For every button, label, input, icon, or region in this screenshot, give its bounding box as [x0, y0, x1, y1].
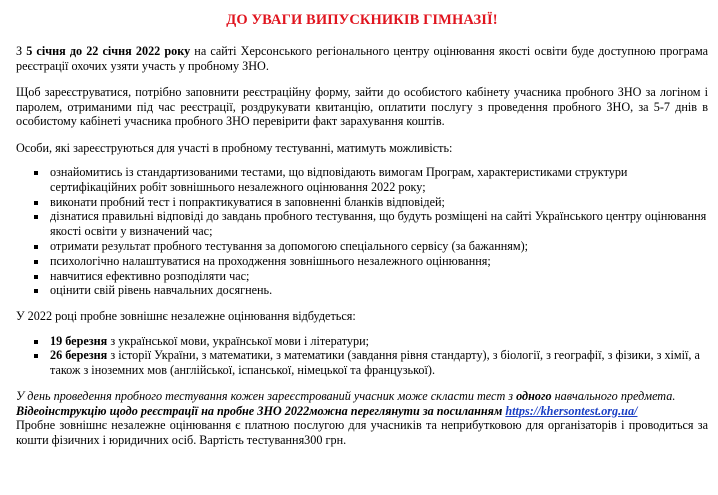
p1-post: на сайті Херсонського регіонального центру оцінювання якості освіти буде доступною програма реєстрації охочих узяти участь у пробному ЗНО. [16, 44, 708, 73]
list-item: навчитися ефективно розподіляти час; [50, 269, 708, 284]
khersontest-link[interactable]: https://khersontest.org.ua/ [505, 403, 638, 418]
paragraph-registration-steps: Щоб зареєструватися, потрібно заповнити реєстраційну форму, зайти до особистого кабінету учасника пробного ЗНО за логіном і паролем, отриманими під час реєстрації, роздрукувати квитанцію, оплатити послугу з проведення пробного ЗНО, за 5-7 днів в особистому кабінеті учасника пробного ЗНО перевірити факт зарахування коштів. [16, 85, 708, 128]
paragraph-registration-dates [16, 44, 708, 73]
list-item: дізнатися правильні відповіді до завдань пробного тестування, що будуть розміщені на сайті Українського центру оцінювання якості освіти у визначений час; [50, 209, 707, 239]
video-instruction-text: Відеоінструкцію щодо реєстрації на пробне ЗНО 2022можна переглянути за посиланням [16, 403, 506, 418]
list-item: оцінити свій рівень навчальних досягнень. [50, 283, 708, 298]
opportunities-list [16, 165, 708, 298]
schedule-subjects: з української мови, української мови і літератури; [107, 333, 370, 348]
p1-dates: 5 січня до 22 січня 2022 року [26, 44, 191, 58]
p5-pre: У день проведення пробного тестування кожен зареєстрований учасник може скласти тест з [16, 389, 517, 404]
list-item: ознайомитись із стандартизованими тестами, що відповідають вимогам Програм, характеристиками структури сертифікаційних робіт зовнішнього незалежного оцінювання 2022 року; [50, 165, 708, 195]
list-item: виконати пробний тест і попрактикуватися в заповненні бланків відповідей; [50, 195, 708, 210]
paragraph-schedule-intro: У 2022 році пробне зовнішнє незалежне оцінювання відбудеться: [16, 309, 356, 324]
schedule-item [50, 334, 708, 349]
paragraph-payment: Пробне зовнішнє незалежне оцінювання є платною послугою для учасників та неприбутковою для організаторів і проводиться за кошти фізичних і юридичних осіб. Вартість тестування300 грн. [16, 418, 708, 447]
p5-post: навчального предмета. [551, 389, 676, 404]
schedule-item [50, 348, 708, 378]
p5-bold: одного [516, 389, 552, 404]
paragraph-opportunities-intro: Особи, які зареєструються для участі в пробному тестуванні, матимуть можливість: [16, 140, 453, 155]
p1-pre: З [16, 44, 27, 58]
paragraph-video-instruction [16, 404, 708, 419]
schedule-date: 26 березня [50, 348, 108, 363]
list-item: отримати результат пробного тестування за допомогою спеціального сервісу (за бажанням); [50, 239, 708, 254]
paragraph-one-subject [16, 389, 708, 404]
schedule-date: 19 березня [50, 333, 108, 348]
list-item: психологічно налаштуватися на проходження зовнішнього незалежного оцінювання; [50, 254, 708, 269]
schedule-subjects: з історії України, з математики, з математики (завдання рівня стандарту), з біології, з географії, з фізики, з хімії, а також з іноземних мов (англійської, іспанської, німецької та французької). [50, 348, 700, 378]
page-title: ДО УВАГИ ВИПУСКНИКІВ ГІМНАЗІЇ! [226, 12, 498, 28]
schedule-list [16, 334, 708, 378]
